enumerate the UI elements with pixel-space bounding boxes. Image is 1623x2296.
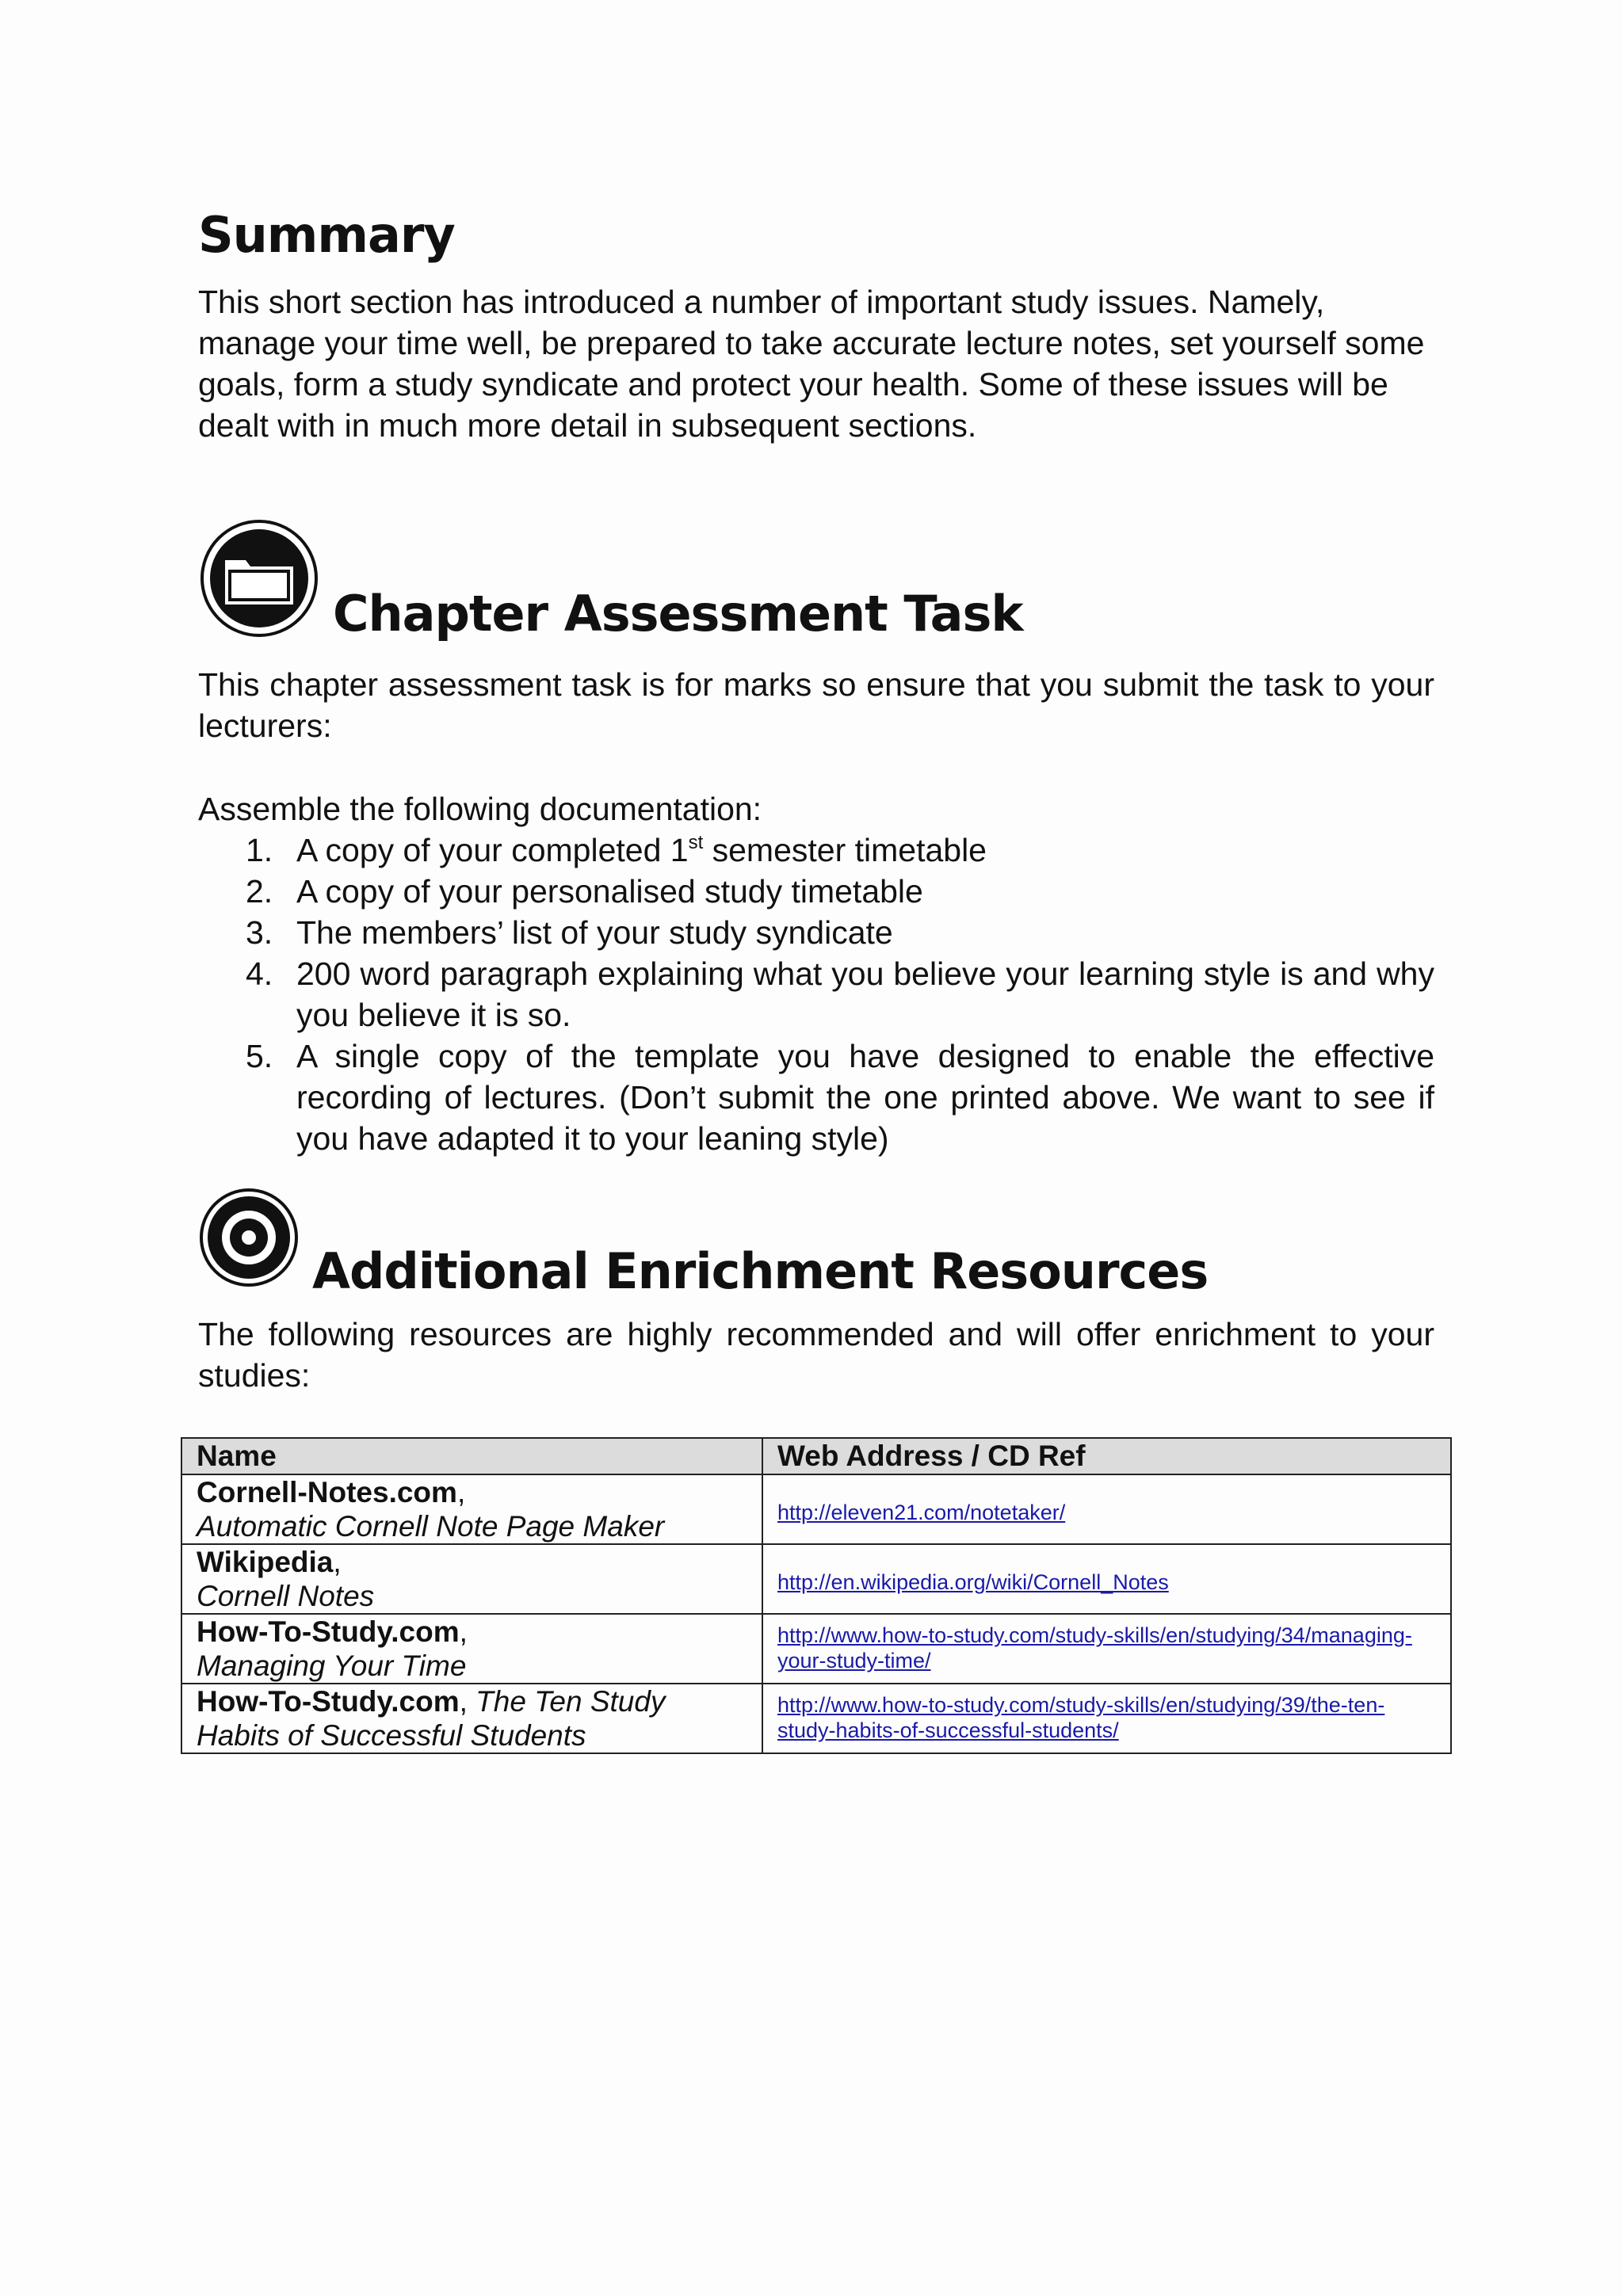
list-number: 2. bbox=[246, 873, 273, 910]
list-item bbox=[198, 912, 1434, 953]
list-number: 1. bbox=[246, 832, 273, 868]
resource-name: Cornell-Notes.com bbox=[197, 1476, 457, 1508]
resource-link[interactable] bbox=[777, 1623, 1412, 1673]
resource-name: How-To-Study.com bbox=[197, 1685, 460, 1718]
resource-subtitle: The Ten Study bbox=[475, 1685, 666, 1718]
documentation-list bbox=[198, 830, 1434, 1159]
list-item bbox=[198, 871, 1434, 912]
folder-icon bbox=[200, 519, 319, 638]
list-text: A copy of your completed 1 bbox=[296, 832, 689, 868]
list-item bbox=[198, 830, 1434, 871]
separator: , bbox=[459, 1685, 476, 1718]
resource-name: Wikipedia bbox=[197, 1546, 334, 1578]
resource-link[interactable] bbox=[777, 1692, 1384, 1743]
list-text: A copy of your personalised study timetable bbox=[296, 873, 923, 910]
resource-subtitle: Cornell Notes bbox=[197, 1580, 375, 1612]
resource-subtitle: Habits of Successful Students bbox=[197, 1719, 586, 1752]
table-row bbox=[181, 1684, 1451, 1753]
resource-name-cell bbox=[181, 1474, 762, 1544]
chapter-assessment-heading: Chapter Assessment Task bbox=[333, 585, 1023, 643]
table-header-row bbox=[181, 1438, 1451, 1474]
table-row bbox=[181, 1614, 1451, 1684]
link-text-line: http://www.how-to-study.com/study-skills/en/studying/34/managing- bbox=[777, 1623, 1412, 1647]
resources-table bbox=[181, 1437, 1452, 1754]
resource-url-cell bbox=[762, 1614, 1451, 1684]
list-text: 200 word paragraph explaining what you believe your learning style is and why you believe it is so. bbox=[296, 955, 1434, 1033]
link-text-line: study-habits-of-successful-students/ bbox=[777, 1718, 1119, 1742]
summary-text: This short section has introduced a number of important study issues. Namely, manage your time well, be prepared to take accurate lecture notes, set yourself some goals, form a study syndicate and protect your health. Some of these issues will be dealt with in much more detail in subsequent sections. bbox=[198, 284, 1425, 444]
table-row bbox=[181, 1544, 1451, 1614]
link-text-line: http://www.how-to-study.com/study-skills/en/studying/39/the-ten- bbox=[777, 1693, 1385, 1717]
resource-name-cell bbox=[181, 1684, 762, 1753]
cd-icon bbox=[200, 1188, 298, 1287]
assemble-label: Assemble the following documentation: bbox=[198, 791, 762, 827]
resource-url-cell bbox=[762, 1544, 1451, 1614]
list-text: The members’ list of your study syndicate bbox=[296, 914, 893, 951]
enrichment-heading: Additional Enrichment Resources bbox=[312, 1242, 1209, 1300]
list-number: 5. bbox=[246, 1038, 273, 1074]
separator: , bbox=[459, 1615, 468, 1648]
column-header-name: Name bbox=[181, 1438, 762, 1474]
resource-url-cell bbox=[762, 1474, 1451, 1544]
resource-name-cell bbox=[181, 1544, 762, 1614]
resource-name-cell bbox=[181, 1614, 762, 1684]
summary-heading: Summary bbox=[198, 206, 455, 264]
list-item bbox=[198, 1035, 1434, 1159]
resource-url-cell bbox=[762, 1684, 1451, 1753]
list-text: A single copy of the template you have designed to enable the effective recording of lectures. (Don’t submit the one printed above. We want to see if you have adapted it to your leaning style) bbox=[296, 1038, 1434, 1157]
link-text-line: your-study-time/ bbox=[777, 1649, 931, 1672]
resource-link[interactable]: http://eleven21.com/notetaker/ bbox=[777, 1500, 1066, 1524]
table-row bbox=[181, 1474, 1451, 1544]
resource-subtitle: Managing Your Time bbox=[197, 1650, 467, 1682]
separator: , bbox=[456, 1476, 466, 1508]
resource-subtitle: Automatic Cornell Note Page Maker bbox=[197, 1510, 665, 1543]
list-text: semester timetable bbox=[703, 832, 987, 868]
assessment-intro: This chapter assessment task is for marks so ensure that you submit the task to your lecturers: bbox=[198, 666, 1434, 744]
list-number: 4. bbox=[246, 955, 273, 992]
resource-name: How-To-Study.com bbox=[197, 1615, 460, 1648]
column-header-web-address: Web Address / CD Ref bbox=[762, 1438, 1451, 1474]
superscript: st bbox=[688, 832, 704, 853]
separator: , bbox=[333, 1546, 342, 1578]
resource-link[interactable]: http://en.wikipedia.org/wiki/Cornell_Notes bbox=[777, 1569, 1169, 1594]
enrichment-intro: The following resources are highly recommended and will offer enrichment to your studies: bbox=[198, 1316, 1434, 1394]
list-number: 3. bbox=[246, 914, 273, 951]
list-item bbox=[198, 953, 1434, 1035]
